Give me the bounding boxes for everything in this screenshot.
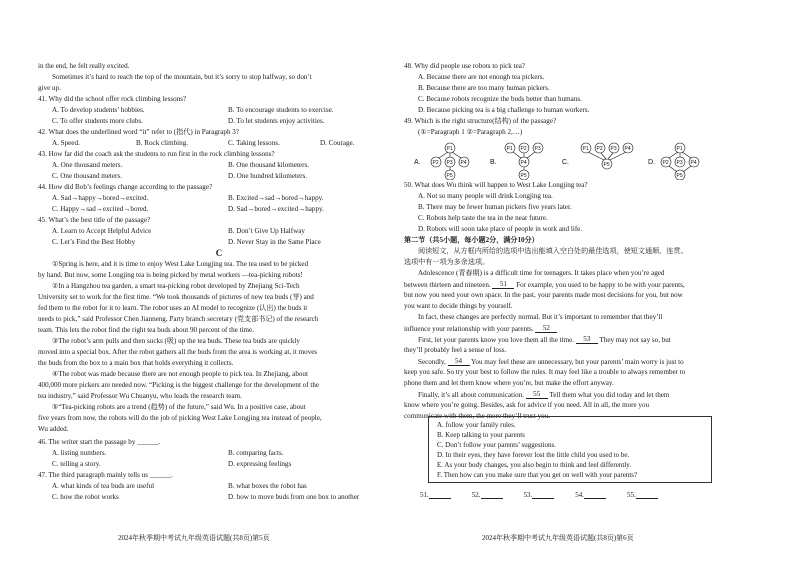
- option-a[interactable]: A. what kinds of tea buds are useful: [52, 482, 155, 490]
- text-line: you want to decide things by yourself.: [404, 302, 513, 310]
- blank-number: 52: [542, 324, 550, 332]
- option-b[interactable]: B. Don’t Give Up Halfway: [228, 227, 305, 235]
- answer-blank[interactable]: [429, 498, 451, 499]
- text-line: by hand. But now, some Longjing tea is being picked by metal workers —tea-picking robots!: [38, 271, 303, 279]
- question-47: 47. The third paragraph mainly tells us ______.: [38, 471, 173, 479]
- text-line: Wu added.: [38, 425, 69, 433]
- node-label: P5: [603, 162, 610, 168]
- text-line: tea industry,” said Professor Wu Chuanyu, who leads the research team.: [38, 392, 242, 400]
- answer-label: 55.: [627, 491, 636, 499]
- text-line: moved into a special box. After the robot gathers all the buds from the area is working at, it moves: [38, 348, 318, 356]
- options-box: [428, 416, 712, 483]
- box-option-b[interactable]: B. Keep talking to your parents: [437, 431, 525, 439]
- option-d[interactable]: D. how to move buds from one box to another: [228, 493, 360, 501]
- blank-54[interactable]: [448, 358, 470, 366]
- option-a[interactable]: A. Speed.: [52, 139, 80, 147]
- text-fragment: First, let your parents know you love them all the time.: [418, 336, 575, 344]
- question-46: 46. The writer start the passage by ______.: [38, 438, 161, 446]
- box-option-c[interactable]: C. Don’t follow your parents’ suggestions.: [437, 441, 556, 449]
- text-fragment: Finally, it’s all about communication.: [418, 391, 524, 399]
- option-c[interactable]: C. To offer students more clubs.: [52, 117, 143, 125]
- node-label: P1: [582, 146, 589, 152]
- text-fragment: You may feel these are unnecessary, but your parents’ main worry is just to: [471, 358, 684, 366]
- option-b[interactable]: B. what boxes the robot has: [228, 482, 307, 490]
- node-label: P4: [460, 160, 467, 166]
- text-line: they’ll probably feel a sense of loss.: [404, 346, 507, 354]
- text-fragment: For example, you used to be happy to be with your parents,: [516, 281, 685, 289]
- answer-label: 52.: [471, 491, 481, 499]
- answer-blank[interactable]: [532, 498, 554, 499]
- option-c[interactable]: C. Because robots recognize the buds better than humans.: [418, 95, 582, 103]
- answer-53[interactable]: [524, 491, 574, 499]
- node-label: P4: [690, 160, 697, 166]
- blank-number: 51: [499, 280, 507, 288]
- text-line: fed them to the robot for it to learn. The robot uses an AI model to recognize (认出) the buds it: [38, 304, 308, 312]
- option-b[interactable]: B. Excited→sad→bored→happy.: [228, 194, 324, 202]
- text-line: phone them and let them know where you’re, but make the effort anyway.: [404, 379, 614, 387]
- option-d[interactable]: D. Because picking tea is a big challenge to human workers.: [418, 106, 590, 114]
- question-41: 41. Why did the school offer rock climbing lessons?: [38, 95, 187, 103]
- option-d[interactable]: D. Robots will soon take place of people in work and life.: [418, 225, 583, 233]
- option-c[interactable]: C. how the robot works: [52, 493, 119, 501]
- option-b[interactable]: B. Because there are too many human pickers.: [418, 84, 550, 92]
- text-line: give up.: [38, 84, 61, 92]
- option-d-label: D.: [648, 159, 655, 166]
- box-option-e[interactable]: E. As your body changes, you also begin to think and feel differently.: [437, 461, 632, 469]
- box-option-f[interactable]: F. Then how can you make sure that you get on well with your parents?: [437, 471, 638, 479]
- text-line: know where you’re going. Besides, ask for advice if you need. All in all, the more you: [404, 401, 650, 409]
- text-line: the buds from the box to a main box that holds everything it collects.: [38, 359, 234, 367]
- answer-blank[interactable]: [636, 498, 658, 499]
- option-c[interactable]: C. One thousand meters.: [52, 172, 122, 180]
- option-d[interactable]: D. expressing feelings: [228, 460, 292, 468]
- node-label: P5: [676, 173, 683, 179]
- answer-label: 51.: [420, 491, 429, 499]
- text-line: ⑤“Tea-picking robots are a trend (趋势) of the future,” said Wu. In a positive case, about: [52, 403, 306, 411]
- option-c[interactable]: C. telling a story.: [52, 460, 101, 468]
- text-line: In fact, these changes are perfectly normal. But it’s important to remember that they’ll: [418, 313, 663, 321]
- node-label: P4: [520, 160, 527, 166]
- text-fragment: Secondly,: [418, 358, 446, 366]
- option-c-label: C.: [562, 159, 569, 166]
- node-label: P3: [534, 146, 541, 152]
- text-line: [404, 325, 557, 333]
- text-line: ③The robot’s arm pulls and then sucks (吸) up the tea buds. These tea buds are quickly: [52, 337, 300, 345]
- text-line: ④The robot was made because there are not enough people to pick tea. In Zhejiang, about: [52, 370, 308, 378]
- blank-55[interactable]: [526, 391, 548, 399]
- text-line: [404, 281, 685, 289]
- node-label: P3: [446, 160, 453, 166]
- answer-label: 53.: [523, 491, 533, 499]
- node-label: P3: [676, 160, 683, 166]
- option-d[interactable]: D. Courage.: [320, 139, 355, 147]
- text-line: Sometimes it’s hard to reach the top of the mountain, but it’s sorry to stop halfway, so don’t: [52, 73, 312, 81]
- answer-54[interactable]: [575, 491, 625, 499]
- blank-number: 53: [583, 335, 591, 343]
- text-line: ②In a Hangzhou tea garden, a smart tea-picking robot developed by Zhejiang Sci-Tech: [52, 282, 300, 290]
- option-a-label: A.: [414, 159, 421, 166]
- text-line: keep you safe. So try your best to follow the rules. It may feel like a trouble to always remember to: [404, 368, 686, 376]
- option-b[interactable]: B. Rock climbing.: [136, 139, 189, 147]
- structure-options: [410, 140, 780, 180]
- option-a[interactable]: A. One thousand meters.: [52, 161, 123, 169]
- node-label: P5: [446, 173, 453, 179]
- option-d[interactable]: D. Never Stay in the Same Place: [228, 238, 321, 246]
- structure-note: (①=Paragraph 1 ②=Paragraph 2,…): [418, 128, 523, 136]
- option-b[interactable]: B. To encourage students to exercise.: [228, 106, 334, 114]
- option-a[interactable]: A. Not so many people will drink Longjing tea.: [418, 192, 553, 200]
- node-label: P2: [432, 160, 439, 166]
- page-footer: 2024年秋季期中考试九年级英语试题(共8页)第5页: [118, 534, 270, 542]
- node-label: P2: [596, 146, 603, 152]
- option-a[interactable]: A. To develop students’ hobbies.: [52, 106, 145, 114]
- answer-blank[interactable]: [584, 498, 606, 499]
- text-line: communicate with them, the more they’ll trust you.: [404, 412, 550, 420]
- answer-label: 54.: [575, 491, 584, 499]
- option-a[interactable]: A. Because there are not enough tea pickers.: [418, 73, 545, 81]
- answer-row: [420, 491, 677, 499]
- blank-number: 54: [454, 357, 463, 365]
- blank-53[interactable]: [576, 336, 598, 344]
- answer-blank[interactable]: [481, 498, 503, 499]
- section-heading: C: [215, 248, 223, 258]
- text-line: 400,000 more pickers are needed now. “Picking is the biggest challenge for the development of the: [38, 381, 320, 389]
- answer-51[interactable]: [420, 491, 470, 499]
- text-line: [418, 391, 669, 399]
- box-option-d[interactable]: D. In their eyes, they have forever lost the little child you used to be.: [437, 451, 630, 459]
- text-fragment: They may not say so, but: [599, 336, 671, 344]
- text-line: Adolescence (青春期) is a difficult time for teenagers. It takes place when you’re aged: [418, 269, 665, 277]
- text-line: but now you need your own space. In the past, your parents made most decisions for you, but now: [404, 291, 683, 299]
- text-line: [418, 358, 684, 366]
- question-50: 50. What does Wu think will happen to West Lake Longjing tea?: [404, 181, 588, 189]
- question-49: 49. Which is the right structure(结构) of the passage?: [404, 117, 557, 125]
- instruction: 选项中有一项为多余选项。: [404, 258, 490, 266]
- question-44: 44. How did Bob’s feelings change according to the passage?: [38, 183, 213, 191]
- option-b[interactable]: B. There may be fewer human pickers five years later.: [418, 203, 572, 211]
- blank-number: 55: [533, 390, 541, 398]
- node-label: P1: [506, 146, 513, 152]
- page-footer: 2024年秋季期中考试九年级英语试题(共8页)第6页: [482, 534, 634, 542]
- answer-55[interactable]: [627, 491, 677, 499]
- blank-51[interactable]: [492, 281, 514, 289]
- question-45: 45. What’s the best title of the passage?: [38, 216, 151, 224]
- question-48: 48. Why did people use robots to pick tea?: [404, 62, 526, 70]
- text-line: in the end, he felt really excited.: [38, 62, 130, 70]
- text-line: University set to work for the first time. “We took thousands of pictures of new tea buds (芽) and: [38, 293, 314, 301]
- option-c[interactable]: C. Taking lessons.: [228, 139, 280, 147]
- option-d[interactable]: D. Sad→bored→excited→happy.: [228, 205, 324, 213]
- text-fragment: influence your relationship with your parents.: [404, 325, 534, 333]
- text-line: ①Spring is here, and it is time to enjoy West Lake Longjing tea. The tea used to be picked: [52, 260, 309, 268]
- text-fragment: between thirteen and nineteen.: [404, 281, 491, 289]
- option-d[interactable]: D. One hundred kilometers.: [228, 172, 307, 180]
- option-b[interactable]: B. comparing facts.: [228, 449, 284, 457]
- question-42: 42. What does the underlined word “it” refer to (指代) in Paragraph 3?: [38, 128, 239, 136]
- option-b-label: B.: [490, 159, 497, 166]
- option-c[interactable]: C. Happy→sad→excited→bored.: [52, 205, 149, 213]
- section-heading: 第二节（共5小题，每小题2分，满分10分）: [404, 236, 539, 244]
- option-d[interactable]: D. To let students enjoy activities.: [228, 117, 325, 125]
- text-line: team. This lets the robot find the right tea buds about 90 percent of the time.: [38, 326, 254, 334]
- text-fragment: Tell them what you did today and let them: [549, 391, 670, 399]
- blank-52[interactable]: [535, 325, 557, 333]
- option-c[interactable]: C. Let’s Find the Best Hobby: [52, 238, 136, 246]
- text-line: needs to pick,” said Professor Chen Jianneng, Party branch secretary (党支部书记) of the research: [38, 315, 319, 323]
- node-label: P4: [624, 146, 631, 152]
- option-a[interactable]: A. Learn to Accept Helpful Advice: [52, 227, 152, 235]
- instruction: 阅读短文，从方框内所给的选项中选出能填入空白处的最佳选项，使短文通顺、连贯。: [418, 247, 688, 255]
- answer-52[interactable]: [472, 491, 522, 499]
- node-label: P3: [610, 146, 617, 152]
- option-a[interactable]: A. Sad→happy→bored→excited.: [52, 194, 149, 202]
- node-label: P2: [520, 146, 527, 152]
- node-label: P1: [676, 146, 683, 152]
- option-b[interactable]: B. One thousand kilometers.: [228, 161, 309, 169]
- text-line: five years from now, the robots will do the job of picking West Lake Longjing tea instead of people,: [38, 414, 322, 422]
- node-label: P5: [520, 173, 527, 179]
- option-a[interactable]: A. listing numbers.: [52, 449, 107, 457]
- node-label: P2: [662, 160, 669, 166]
- box-option-a[interactable]: A. follow your family rules.: [437, 421, 516, 429]
- option-c[interactable]: C. Robots help taste the tea in the near future.: [418, 214, 548, 222]
- text-line: [418, 336, 671, 344]
- question-43: 43. How far did the coach ask the students to run first in the rock climbing lessons?: [38, 150, 275, 158]
- node-label: P1: [446, 146, 453, 152]
